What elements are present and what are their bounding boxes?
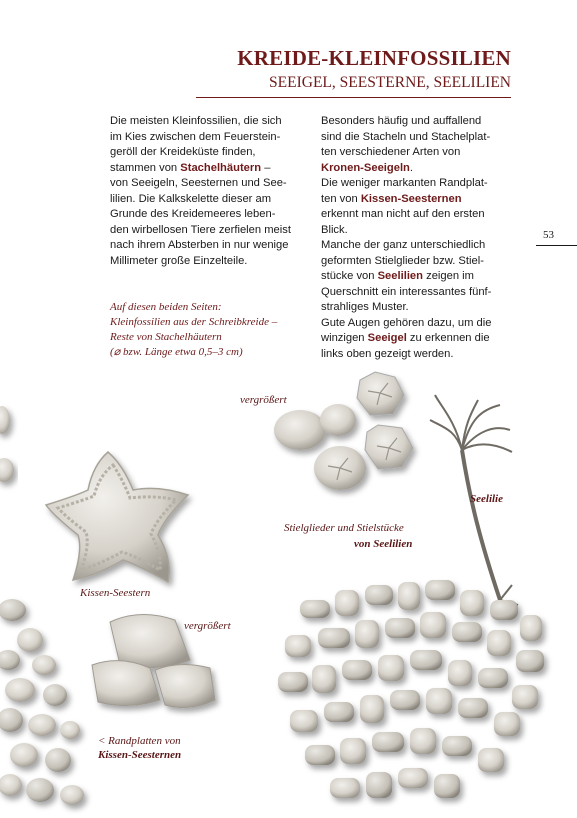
- text-line: Besonders häufig und auffallend: [321, 115, 482, 127]
- highlight-term: Kronen-Seeigeln: [321, 161, 410, 174]
- sea-urchin-plates: [274, 372, 413, 490]
- stielglieder-pile-left: [0, 599, 84, 805]
- edge-stones-top: [0, 406, 14, 482]
- text-fragment: zu erkennen die: [406, 332, 490, 344]
- text-fragment: ten von: [321, 192, 361, 205]
- text-fragment: .: [409, 161, 414, 174]
- page-subtitle: SEEIGEL, SEESTERNE, SEELILIEN: [269, 74, 511, 91]
- label-kissen-seestern: Kissen-Seestern: [80, 587, 151, 599]
- text-fragment: –: [261, 161, 271, 174]
- text-line: geröll der Kreideküste finden,: [110, 146, 256, 158]
- text-line: nach ihrem Absterben in nur wenige: [110, 239, 289, 251]
- text-line: Die meisten Kleinfossilien, die sich: [110, 115, 282, 127]
- text-line: Millimeter große Einzelteile.: [110, 254, 248, 267]
- text-line: Grunde des Kreidemeeres leben-: [110, 208, 276, 220]
- text-line: Querschnitt ein interessantes fünf-: [321, 285, 492, 298]
- highlight-term: Kissen-Seesternen: [360, 192, 462, 205]
- label-randplatten: < Randplatten von: [98, 735, 181, 747]
- label-stielglieder: Stielglieder und Stielstücke: [284, 522, 404, 534]
- text-line: lilien. Die Kalkskelette dieser am: [110, 192, 272, 205]
- caption-line: Reste von Stachelhäutern: [110, 331, 222, 343]
- label-vergroessert-top: vergrößert: [240, 394, 287, 406]
- text-line: geformten Stielglieder bzw. Stiel-: [321, 254, 484, 267]
- text-fragment: winzigen: [321, 332, 368, 344]
- label-vergroessert-bottom: vergrößert: [184, 620, 231, 632]
- text-line: erkennt man nicht auf den ersten: [321, 208, 485, 220]
- text-line: strahliges Muster.: [321, 301, 409, 313]
- text-line: Die weniger markanten Randplat-: [321, 177, 488, 189]
- sea-star-fossil: [46, 452, 188, 582]
- highlight-term: Stachelhäutern: [180, 161, 262, 174]
- label-stielglieder-2: von Seelilien: [354, 538, 413, 550]
- text-line: Gute Augen gehören dazu, um die: [321, 316, 492, 329]
- text-line: links oben gezeigt werden.: [321, 347, 454, 360]
- text-fragment: zeigen im: [423, 270, 474, 282]
- text-line: ten verschiedener Arten von: [321, 146, 461, 158]
- text-line: den wirbellosen Tiere zerfielen meist: [110, 223, 291, 236]
- stielglieder-pile-right: [278, 580, 544, 798]
- text-line: sind die Stacheln und Stachelplat-: [321, 130, 491, 143]
- text-fragment: stammen von: [110, 161, 181, 174]
- text-line: im Kies zwischen dem Feuerstein-: [110, 130, 281, 143]
- caption-line: (⌀ bzw. Länge etwa 0,5–3 cm): [110, 346, 243, 358]
- highlight-term: Seelilien: [377, 270, 423, 282]
- text-line: Manche der ganz unterschiedlich: [321, 239, 486, 251]
- text-fragment: stücke von: [321, 270, 378, 282]
- text-line: von Seeigeln, Seesternen und See-: [110, 177, 287, 189]
- label-randplatten-2: Kissen-Seesternen: [98, 749, 182, 761]
- highlight-term: Seeigel: [367, 332, 407, 344]
- text-line: Blick.: [321, 223, 348, 236]
- caption-line: Auf diesen beiden Seiten:: [110, 301, 222, 313]
- label-seelilie: Seelilie: [470, 493, 503, 505]
- page-number: 53: [543, 229, 554, 241]
- page-title: KREIDE-KLEINFOSSILIEN: [237, 46, 511, 70]
- caption-line: Kleinfossilien aus der Schreibkreide –: [110, 316, 278, 328]
